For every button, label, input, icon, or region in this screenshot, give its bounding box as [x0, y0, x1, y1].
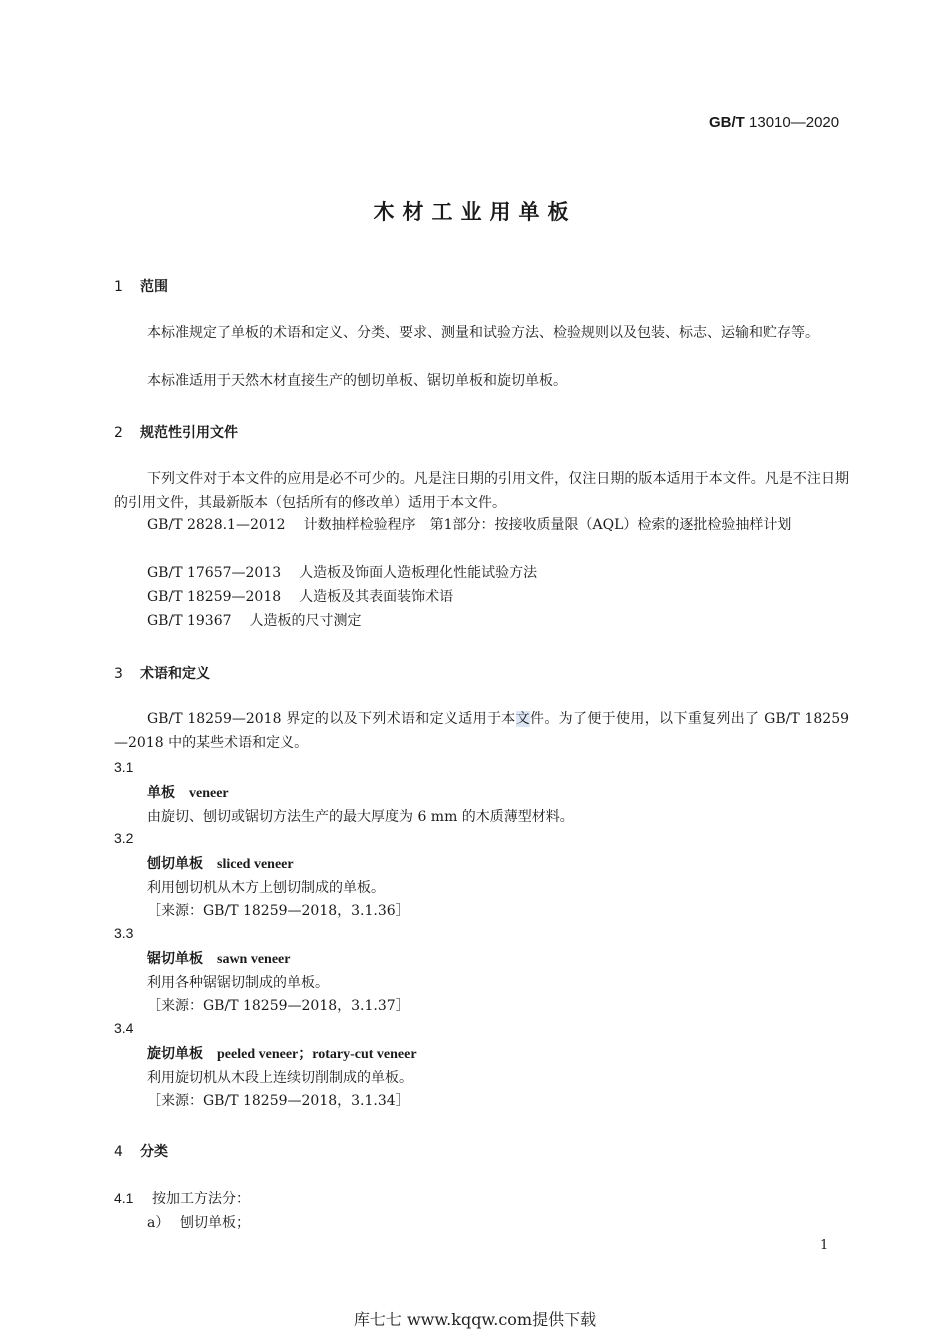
- list-item-a: a） 刨切单板；: [147, 1215, 250, 1231]
- term-source: ［来源：GB/T 18259—2018，3.1.37］: [147, 998, 410, 1014]
- clause-number: 3.2: [114, 830, 134, 846]
- section-2-paragraph-1: 下列文件对于本文件的应用是必不可少的。凡是注日期的引用文件，仅注日期的版本适用于本文件。凡是不注日期的引用文件，其最新版本（包括所有的修改单）适用于本文件。: [114, 471, 849, 511]
- clause-number: 3.4: [114, 1020, 134, 1036]
- section-3-heading: 3 术语和定义: [114, 666, 210, 682]
- term-definition: 利用旋切机从木段上连续切削制成的单板。: [147, 1070, 413, 1086]
- term-heading: 刨切单板 sliced veneer: [147, 856, 294, 872]
- document-title: 木材工业用单板: [373, 200, 577, 224]
- clause-4-1: 4.1 按加工方法分：: [114, 1190, 250, 1207]
- section-1-heading: 1 范围: [114, 279, 168, 295]
- section-1-paragraph-1: 本标准规定了单板的术语和定义、分类、要求、测量和试验方法、检验规则以及包装、标志、运输和贮存等。: [147, 325, 819, 341]
- clause-number: 3.3: [114, 925, 134, 941]
- section-4-heading: 4 分类: [114, 1144, 168, 1160]
- reference-item: GB/T 17657—2013 人造板及饰面人造板理化性能试验方法: [147, 565, 538, 581]
- term-heading: 锯切单板 sawn veneer: [147, 951, 291, 967]
- reference-item: GB/T 19367 人造板的尺寸测定: [147, 613, 362, 629]
- section-1-paragraph-2: 本标准适用于天然木材直接生产的刨切单板、锯切单板和旋切单板。: [147, 373, 567, 389]
- term-heading: 旋切单板 peeled veneer；rotary-cut veneer: [147, 1046, 417, 1062]
- section-3-paragraph-1: GB/T 18259—2018 界定的以及下列术语和定义适用于本文件。为了便于使用，以下重复列出了 GB/T 18259—2018 中的某些术语和定义。: [114, 711, 850, 751]
- section-2-heading: 2 规范性引用文件: [114, 425, 238, 441]
- term-definition: 由旋切、刨切或锯切方法生产的最大厚度为 6 mm 的木质薄型材料。: [147, 809, 574, 825]
- reference-item: GB/T 2828.1—2012 计数抽样检验程序 第1部分：按接收质量限（AQL）检索的逐批检验抽样计划: [147, 517, 792, 533]
- download-footer: 库七七 www.kqqw.com提供下载: [353, 1310, 597, 1329]
- standard-code: GB/T 13010—2020: [709, 114, 840, 131]
- term-definition: 利用刨切机从木方上刨切制成的单板。: [147, 880, 385, 896]
- page-number: 1: [820, 1238, 829, 1253]
- term-definition: 利用各种锯锯切制成的单板。: [147, 975, 329, 991]
- clause-number: 3.1: [114, 759, 134, 775]
- term-heading: 单板 veneer: [147, 785, 229, 801]
- term-source: ［来源：GB/T 18259—2018，3.1.36］: [147, 903, 410, 919]
- term-source: ［来源：GB/T 18259—2018，3.1.34］: [147, 1093, 410, 1109]
- reference-item: GB/T 18259—2018 人造板及其表面装饰术语: [147, 589, 454, 605]
